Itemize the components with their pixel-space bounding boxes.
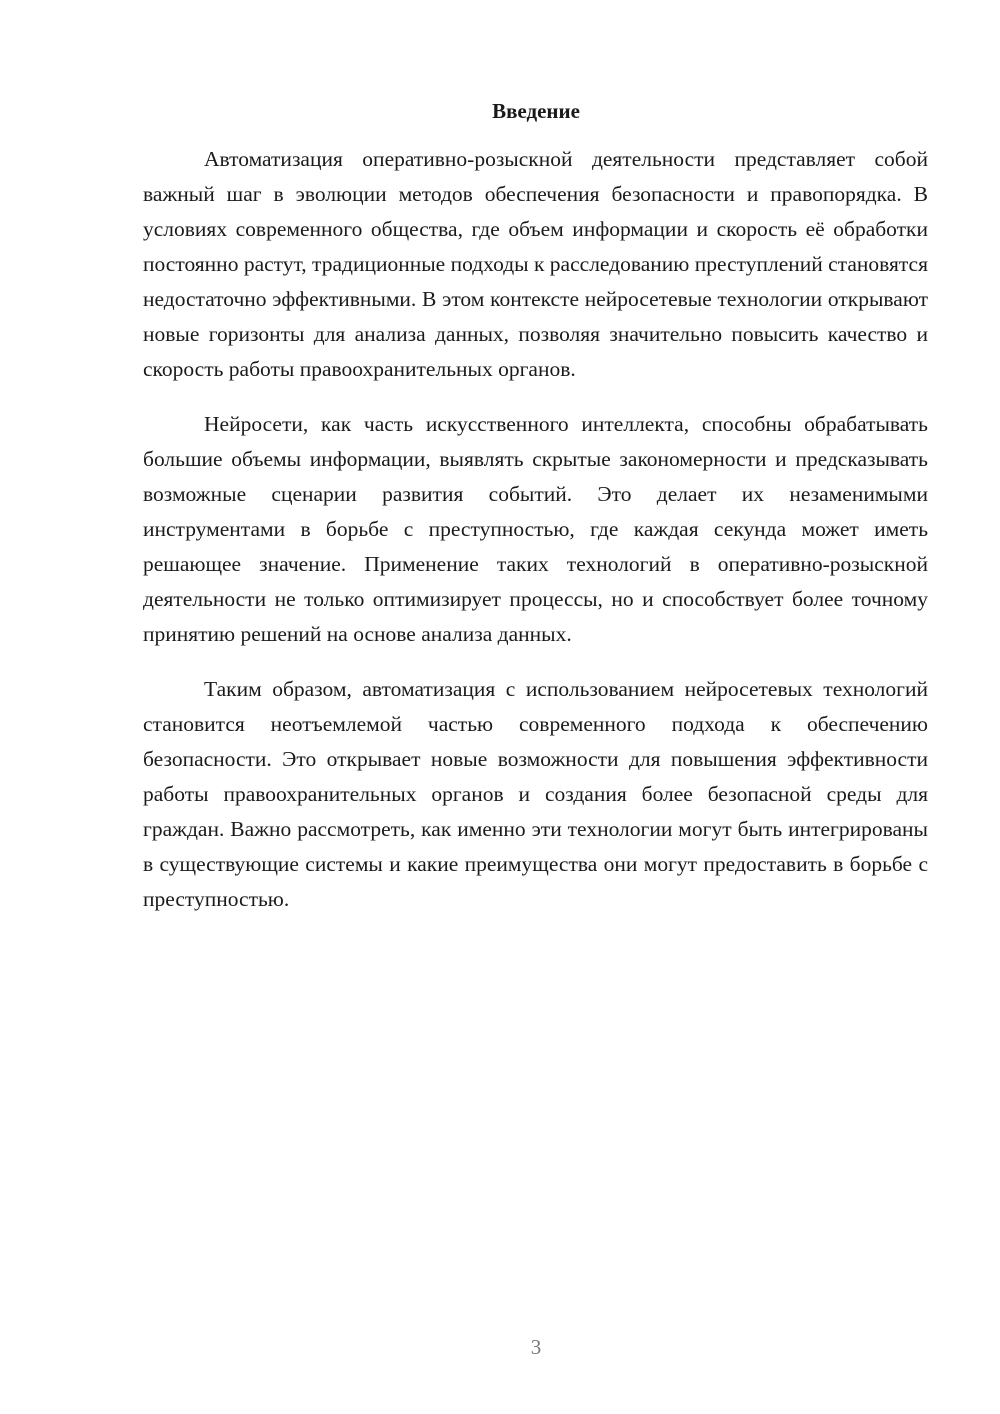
section-title: Введение [492, 99, 580, 123]
page-number: 3 [530, 1335, 542, 1359]
paragraph-2: Нейросети, как часть искусственного интеллекта, способны обрабатывать большие объемы информации, выявлять скрытые закономерности и предсказывать возможные сценарии развития событий. Это делает их незаменимыми инструментами в борьбе с преступностью, где каждая секунда может иметь решающее значение. Применение таких технологий в оперативно-розыскной деятельности не только оптимизирует процессы, но и способствует более точному принятию решений на основе анализа данных. [143, 412, 928, 646]
body-text [143, 142, 928, 937]
paragraph-1: Автоматизация оперативно-розыскной деятельности представляет собой важный шаг в эволюции методов обеспечения безопасности и правопорядка. В условиях современного общества, где объем информации и скорость её обработки постоянно растут, традиционные подходы к расследованию преступлений становятся недостаточно эффективными. В этом контексте нейросетевые технологии открывают новые горизонты для анализа данных, позволяя значительно повысить качество и скорость работы правоохранительных органов. [143, 147, 928, 381]
paragraph-3: Таким образом, автоматизация с использованием нейросетевых технологий становится неотъемлемой частью современного подхода к обеспечению безопасности. Это открывает новые возможности для повышения эффективности работы правоохранительных органов и создания более безопасной среды для граждан. Важно рассмотреть, как именно эти технологии могут быть интегрированы в существующие системы и какие преимущества они могут предоставить в борьбе с преступностью. [143, 677, 928, 911]
